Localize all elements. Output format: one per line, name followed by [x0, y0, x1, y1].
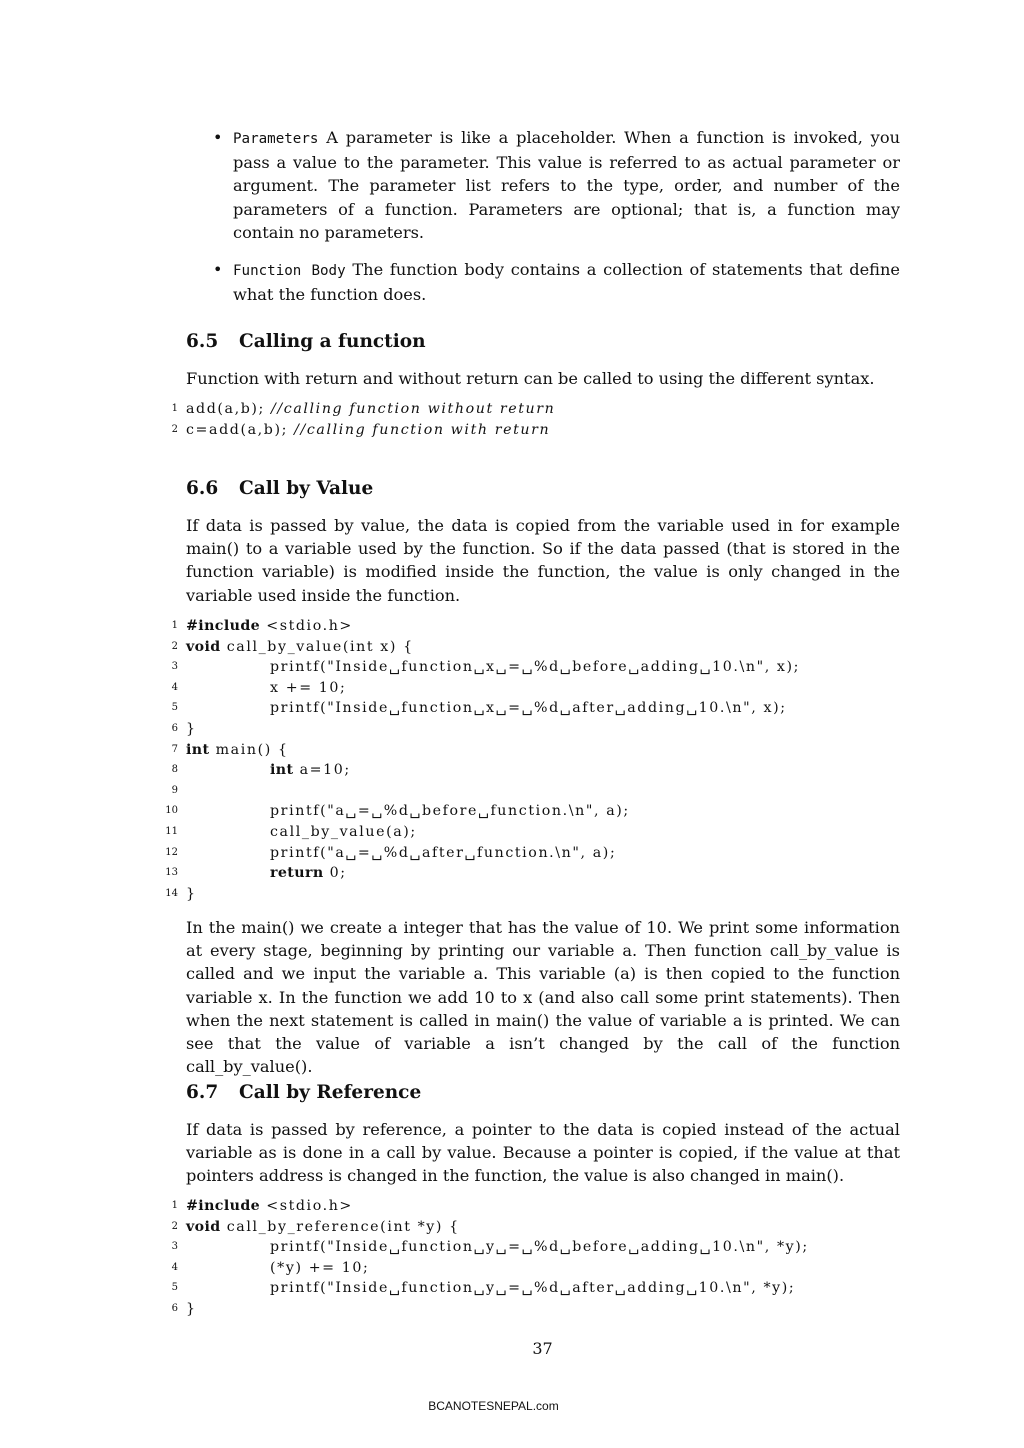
code-text	[270, 1278, 795, 1299]
line-number: 2	[171, 423, 178, 435]
code-line	[0, 420, 1024, 441]
code-text	[186, 1217, 460, 1238]
code-text	[186, 616, 353, 637]
bullet-marker: •	[213, 260, 223, 279]
line-number: 7	[171, 743, 178, 755]
code-statement: printf("Inside␣function␣x␣=␣%d␣after␣adding␣10.\n", x);	[270, 700, 787, 717]
bullet-term: Parameters	[233, 131, 319, 147]
section-paragraph: If data is passed by reference, a pointer to the data is copied instead of the actual variable as is done in a call by value. Because a pointer is copied, if the value at that pointers address is changed in the function, the value is also changed in main().	[186, 1120, 900, 1186]
code-statement: }	[186, 1301, 197, 1317]
section-number: 6.5	[186, 331, 219, 352]
line-number: 13	[165, 867, 178, 879]
code-statement: (*y) += 10;	[270, 1259, 370, 1276]
code-text	[186, 719, 197, 740]
line-number: 3	[171, 661, 178, 673]
bullet-item-parameters	[233, 126, 900, 244]
code-keyword: void	[186, 1218, 221, 1235]
code-text	[186, 884, 197, 905]
page-number: 37	[532, 1339, 553, 1358]
code-text	[270, 678, 346, 699]
code-text	[270, 801, 630, 822]
code-comment: //calling function without return	[271, 401, 556, 417]
code-statement: printf("Inside␣function␣x␣=␣%d␣before␣adding␣10.\n", x);	[270, 659, 801, 676]
code-text	[186, 1196, 353, 1217]
section-heading-6-5	[186, 330, 426, 354]
code-line	[0, 657, 1024, 678]
code-statement: printf("Inside␣function␣y␣=␣%d␣after␣adding␣10.\n", *y);	[270, 1280, 796, 1297]
bullet-description: A parameter is like a placeholder. When a function is invoked, you pass a value to the parameter. This value is referred to as actual parameter or argument. The parameter list refers to the type, order, and number of the parameters of a function. Parameters are optional; that is, a function may contain no parameters.	[233, 128, 900, 242]
code-line	[0, 781, 1024, 802]
code-line	[0, 822, 1024, 843]
code-line	[0, 740, 1024, 761]
code-text	[270, 698, 787, 719]
line-number: 9	[171, 784, 178, 796]
code-line	[0, 698, 1024, 719]
code-statement: add(a,b);	[186, 401, 272, 417]
code-statement: printf("a␣=␣%d␣before␣function.\n", a);	[270, 803, 630, 820]
bullet-marker: •	[213, 128, 223, 147]
section-paragraph: Function with return and without return can be called to using the different syntax.	[186, 369, 875, 388]
code-statement: main() {	[209, 741, 289, 758]
code-line	[0, 1299, 1024, 1320]
line-number: 5	[171, 702, 178, 714]
line-number: 8	[171, 764, 178, 776]
code-statement: 0;	[323, 865, 347, 882]
code-text	[186, 740, 289, 761]
code-line	[0, 843, 1024, 864]
code-text	[186, 399, 555, 420]
code-line	[0, 678, 1024, 699]
section-title: Call by Value	[239, 478, 374, 499]
code-statement: <stdio.h>	[260, 1198, 353, 1214]
code-statement: call_by_reference(int *y) {	[220, 1218, 460, 1235]
code-line	[0, 399, 1024, 420]
code-line	[0, 1258, 1024, 1279]
bullet-description: The function body contains a collection of statements that define what the function does.	[233, 260, 900, 305]
code-line	[0, 884, 1024, 905]
line-number: 2	[171, 1220, 178, 1232]
code-line	[0, 760, 1024, 781]
code-statement: x += 10;	[270, 679, 347, 696]
code-statement: c=add(a,b);	[186, 421, 295, 438]
code-line	[0, 616, 1024, 637]
code-statement: printf("Inside␣function␣y␣=␣%d␣before␣adding␣10.\n", *y);	[270, 1239, 809, 1256]
code-text	[270, 843, 616, 864]
code-statement: }	[186, 885, 197, 902]
line-number: 2	[171, 640, 178, 652]
line-number: 1	[171, 1200, 178, 1211]
code-text	[270, 863, 347, 884]
line-number: 4	[171, 1261, 178, 1273]
line-number: 1	[171, 403, 178, 414]
section-title: Call by Reference	[239, 1082, 422, 1103]
bullet-item-function-body	[233, 258, 900, 306]
line-number: 12	[165, 846, 178, 858]
code-text	[186, 1299, 197, 1320]
code-keyword: int	[186, 741, 210, 758]
section-heading-6-6	[186, 477, 373, 501]
code-text	[270, 760, 351, 781]
line-number: 6	[171, 1303, 178, 1314]
code-statement: call_by_value(int x) {	[220, 638, 414, 655]
code-line	[0, 1196, 1024, 1217]
code-line	[0, 719, 1024, 740]
code-line	[0, 1278, 1024, 1299]
code-text	[270, 822, 417, 843]
line-number: 3	[171, 1241, 178, 1253]
section-paragraph: If data is passed by value, the data is copied from the variable used in for example main() to a variable used by the function. So if the data passed (that is stored in the function variable) is modified inside the function, the value is only changed in the variable used inside the function.	[186, 516, 900, 605]
code-line	[0, 1237, 1024, 1258]
bullet-term: Function Body	[233, 263, 346, 279]
code-text	[270, 657, 800, 678]
code-keyword: #include	[186, 1198, 261, 1214]
code-statement: printf("a␣=␣%d␣after␣function.\n", a);	[270, 844, 617, 861]
code-statement: <stdio.h>	[260, 618, 353, 634]
line-number: 4	[171, 681, 178, 693]
footer-site: BCANOTESNEPAL.com	[428, 1399, 559, 1413]
section-heading-6-7	[186, 1081, 421, 1105]
code-keyword: return	[270, 865, 324, 882]
line-number: 14	[165, 887, 178, 899]
code-text	[186, 420, 550, 441]
code-line	[0, 637, 1024, 658]
code-text	[270, 1237, 809, 1258]
code-line	[0, 801, 1024, 822]
section-number: 6.6	[186, 478, 219, 499]
line-number: 10	[165, 805, 178, 817]
code-line	[0, 863, 1024, 884]
section-number: 6.7	[186, 1082, 219, 1103]
code-keyword: void	[186, 638, 221, 655]
code-keyword: #include	[186, 618, 261, 634]
line-number: 11	[165, 826, 178, 837]
code-statement: a=10;	[293, 762, 351, 779]
code-keyword: int	[270, 762, 294, 779]
line-number: 6	[171, 723, 178, 734]
code-statement: }	[186, 721, 197, 737]
code-statement: call_by_value(a);	[270, 824, 417, 840]
code-line	[0, 1217, 1024, 1238]
section-title: Calling a function	[239, 331, 426, 352]
code-text	[270, 1258, 369, 1279]
code-comment: //calling function with return	[294, 421, 551, 438]
section-paragraph: In the main() we create a integer that has the value of 10. We print some information at every stage, beginning by printing our variable a. Then function call_by_value is called and we input the variable a. This variable (a) is then copied to the function variable x. In the function we add 10 to x (and also call some print statements). Then when the next statement is called in main() the value of variable a is printed. We can see that the value of variable a isn’t changed by the call of the function call_by_value().	[186, 918, 900, 1077]
line-number: 5	[171, 1282, 178, 1294]
line-number: 1	[171, 620, 178, 631]
code-text	[186, 637, 414, 658]
